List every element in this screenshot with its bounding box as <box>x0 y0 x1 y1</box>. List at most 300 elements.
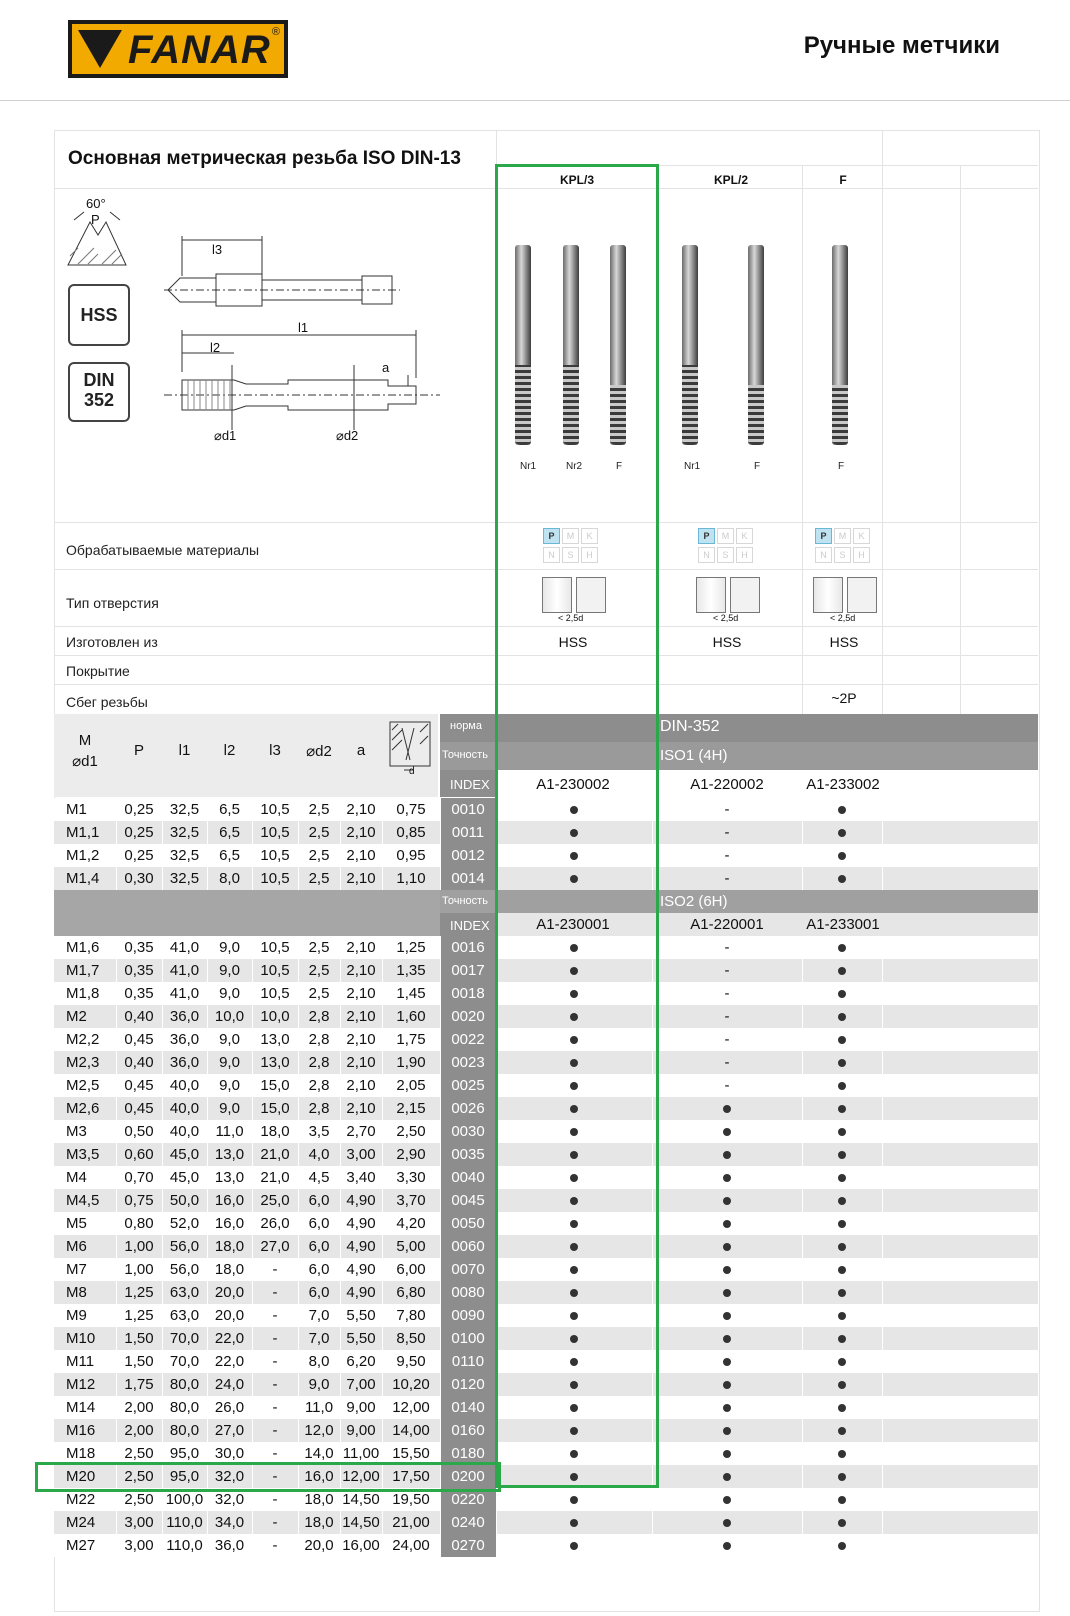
availability-dot-icon <box>802 867 882 890</box>
table-cell: 4,90 <box>340 1235 382 1258</box>
empty-cell <box>882 1488 1038 1511</box>
table-cell: 100,0 <box>162 1488 207 1511</box>
table-cell: 32,5 <box>162 844 207 867</box>
dot-icon <box>723 1174 731 1182</box>
table-cell: 2,5 <box>298 982 340 1005</box>
l2-label: l2 <box>210 340 221 355</box>
table-cell: 0180 <box>440 1442 496 1465</box>
empty-cell <box>882 1028 1038 1051</box>
norm-band: норма DIN-352 <box>440 714 1038 742</box>
table-cell: - <box>652 1028 802 1051</box>
table-cell: 10,0 <box>207 1005 252 1028</box>
availability-dot-icon <box>652 1511 802 1534</box>
table-cell: 7,80 <box>382 1304 440 1327</box>
dot-icon <box>838 1128 846 1136</box>
table-cell: 41,0 <box>162 936 207 959</box>
empty-cell <box>882 1189 1038 1212</box>
table-cell: - <box>252 1465 298 1488</box>
availability-dot-icon <box>802 1028 882 1051</box>
dot-icon <box>838 1289 846 1297</box>
table-cell: 2,10 <box>340 1005 382 1028</box>
table-cell: 18,0 <box>298 1488 340 1511</box>
table-cell: - <box>252 1327 298 1350</box>
table-cell: 10,5 <box>252 821 298 844</box>
availability-dot-icon <box>802 1212 882 1235</box>
dot-icon <box>723 1473 731 1481</box>
empty-cell <box>882 1327 1038 1350</box>
table-cell: M2,3 <box>54 1051 116 1074</box>
material-codes: P M KN S H <box>542 526 606 564</box>
highlight-m20-row <box>35 1462 501 1492</box>
empty-cell <box>882 1074 1038 1097</box>
dot-icon <box>838 1151 846 1159</box>
empty-cell <box>882 1373 1038 1396</box>
table-cell: 0090 <box>440 1304 496 1327</box>
table-cell: 0070 <box>440 1258 496 1281</box>
head-d: d <box>409 766 415 777</box>
table-cell: 0,30 <box>116 867 162 890</box>
table-cell: 10,0 <box>252 1005 298 1028</box>
table-cell: - <box>252 1350 298 1373</box>
empty-cell <box>882 1281 1038 1304</box>
table-cell: 18,0 <box>207 1235 252 1258</box>
hole-note: < 2,5d <box>830 613 856 623</box>
table-cell: 41,0 <box>162 982 207 1005</box>
dot-icon <box>838 829 846 837</box>
empty-cell <box>882 1396 1038 1419</box>
table-cell: 0110 <box>440 1350 496 1373</box>
table-cell: 1,50 <box>116 1327 162 1350</box>
table-cell: 3,00 <box>340 1143 382 1166</box>
table-cell: M4 <box>54 1166 116 1189</box>
table-cell: 32,0 <box>207 1465 252 1488</box>
table-cell: 9,0 <box>207 936 252 959</box>
table-cell: 0023 <box>440 1051 496 1074</box>
empty-cell <box>882 1534 1038 1557</box>
table-cell: 10,5 <box>252 867 298 890</box>
table-cell: 32,5 <box>162 821 207 844</box>
table-cell: 10,5 <box>252 798 298 821</box>
table-cell: 4,90 <box>340 1258 382 1281</box>
table-cell: - <box>252 1442 298 1465</box>
availability-dot-icon <box>652 1235 802 1258</box>
availability-dot-icon <box>802 1511 882 1534</box>
dot-icon <box>723 1220 731 1228</box>
table-cell: 6,5 <box>207 798 252 821</box>
table-cell: 110,0 <box>162 1534 207 1557</box>
runout-label: Сбег резьбы <box>66 694 148 710</box>
table-cell: 20,0 <box>207 1281 252 1304</box>
table-cell: 1,45 <box>382 982 440 1005</box>
dot-icon <box>838 1496 846 1504</box>
table-cell: 0080 <box>440 1281 496 1304</box>
table-cell: 4,90 <box>340 1189 382 1212</box>
index-iso2-kpl2: A1-220001 <box>690 916 764 933</box>
table-cell: M1 <box>54 798 116 821</box>
table-cell: - <box>652 798 802 821</box>
dot-icon <box>570 1519 578 1527</box>
table-cell: M20 <box>54 1465 116 1488</box>
table-cell: 8,0 <box>298 1350 340 1373</box>
table-cell: 4,0 <box>298 1143 340 1166</box>
table-cell: 45,0 <box>162 1143 207 1166</box>
availability-dot-icon <box>652 1281 802 1304</box>
table-cell: 1,00 <box>116 1258 162 1281</box>
table-cell: 4,90 <box>340 1281 382 1304</box>
table-cell: 2,8 <box>298 1028 340 1051</box>
availability-dot-icon <box>802 821 882 844</box>
table-cell: 0,45 <box>116 1097 162 1120</box>
dot-icon <box>723 1427 731 1435</box>
tap-caption: Nr1 <box>684 461 701 472</box>
table-cell: - <box>652 959 802 982</box>
dot-icon <box>723 1289 731 1297</box>
table-cell: 3,70 <box>382 1189 440 1212</box>
table-cell: 0,40 <box>116 1005 162 1028</box>
table-cell: M2,2 <box>54 1028 116 1051</box>
table-cell: 2,5 <box>298 959 340 982</box>
availability-dot-icon <box>802 1350 882 1373</box>
table-cell: 2,50 <box>116 1442 162 1465</box>
table-cell: M2,5 <box>54 1074 116 1097</box>
table-cell: 2,8 <box>298 1005 340 1028</box>
head-l2: l2 <box>223 742 236 759</box>
table-cell: 2,10 <box>340 936 382 959</box>
table-cell: 0050 <box>440 1212 496 1235</box>
table-cell: 0014 <box>440 867 496 890</box>
table-cell: 63,0 <box>162 1304 207 1327</box>
table-cell: M3 <box>54 1120 116 1143</box>
table-cell: 9,0 <box>207 1097 252 1120</box>
table-cell: 25,0 <box>252 1189 298 1212</box>
table-cell: 7,0 <box>298 1304 340 1327</box>
table-cell: 2,10 <box>340 959 382 982</box>
table-cell: 1,90 <box>382 1051 440 1074</box>
table-cell: 0040 <box>440 1166 496 1189</box>
table-cell: M4,5 <box>54 1189 116 1212</box>
table-cell: 0,40 <box>116 1051 162 1074</box>
table-cell: M9 <box>54 1304 116 1327</box>
table-cell: 11,0 <box>207 1120 252 1143</box>
table-cell: 2,5 <box>298 798 340 821</box>
dot-icon <box>723 1450 731 1458</box>
table-cell: 0010 <box>440 798 496 821</box>
head-d1: ⌀d1 <box>72 753 98 770</box>
empty-cell <box>882 1442 1038 1465</box>
table-cell: 0240 <box>440 1511 496 1534</box>
availability-dot-icon <box>802 936 882 959</box>
table-cell: 14,50 <box>340 1511 382 1534</box>
table-cell: M1,1 <box>54 821 116 844</box>
table-cell: M24 <box>54 1511 116 1534</box>
table-cell: 4,5 <box>298 1166 340 1189</box>
table-cell: 9,0 <box>207 959 252 982</box>
table-cell: 6,5 <box>207 844 252 867</box>
empty-cell <box>882 1511 1038 1534</box>
dot-icon <box>838 1335 846 1343</box>
dot-icon <box>838 1174 846 1182</box>
index-label: INDEX <box>440 770 496 797</box>
dot-icon <box>723 1266 731 1274</box>
availability-dot-icon <box>652 1166 802 1189</box>
tap-caption: Nr2 <box>566 461 583 472</box>
availability-dot-icon <box>652 1120 802 1143</box>
table-cell: M14 <box>54 1396 116 1419</box>
table-cell: 95,0 <box>162 1465 207 1488</box>
availability-dot-icon <box>802 1304 882 1327</box>
table-cell: M27 <box>54 1534 116 1557</box>
table-cell: M1,6 <box>54 936 116 959</box>
table-cell: 0140 <box>440 1396 496 1419</box>
availability-dot-icon <box>802 982 882 1005</box>
table-cell: 4,20 <box>382 1212 440 1235</box>
table-cell: 0,35 <box>116 982 162 1005</box>
table-cell: 15,50 <box>382 1442 440 1465</box>
table-cell: - <box>252 1281 298 1304</box>
table-cell: 0,35 <box>116 959 162 982</box>
table-cell: 16,00 <box>340 1534 382 1557</box>
head-l1: l1 <box>178 742 191 759</box>
hole-note: < 2,5d <box>558 613 584 623</box>
table-cell: 18,0 <box>298 1511 340 1534</box>
table-cell: - <box>652 1005 802 1028</box>
availability-dot-icon <box>652 1258 802 1281</box>
table-cell: 0025 <box>440 1074 496 1097</box>
dot-icon <box>838 1519 846 1527</box>
availability-dot-icon <box>802 1005 882 1028</box>
table-cell: 27,0 <box>252 1235 298 1258</box>
table-cell: 30,0 <box>207 1442 252 1465</box>
availability-dot-icon <box>802 1235 882 1258</box>
table-cell: 2,10 <box>340 1028 382 1051</box>
empty-cell <box>882 959 1038 982</box>
availability-dot-icon <box>802 1419 882 1442</box>
dot-icon <box>838 1427 846 1435</box>
table-cell: 2,8 <box>298 1074 340 1097</box>
table-cell: 6,0 <box>298 1281 340 1304</box>
dot-icon <box>838 1358 846 1366</box>
table-cell: 20,0 <box>298 1534 340 1557</box>
table-cell: 3,30 <box>382 1166 440 1189</box>
material-value: HSS <box>712 634 742 650</box>
availability-dot-icon <box>652 1097 802 1120</box>
table-cell: 1,75 <box>382 1028 440 1051</box>
table-cell: 0200 <box>440 1465 496 1488</box>
empty-cell <box>882 1166 1038 1189</box>
availability-dot-icon <box>652 1465 802 1488</box>
hole-type-label: Тип отверстия <box>66 595 159 611</box>
dot-icon <box>838 1197 846 1205</box>
availability-dot-icon <box>802 1465 882 1488</box>
dot-icon <box>838 1450 846 1458</box>
table-cell: 1,10 <box>382 867 440 890</box>
empty-cell <box>882 1304 1038 1327</box>
table-row <box>54 1534 1038 1557</box>
table-cell: - <box>652 821 802 844</box>
table-cell: 10,5 <box>252 959 298 982</box>
table-cell: 0100 <box>440 1327 496 1350</box>
empty-cell <box>882 1258 1038 1281</box>
dot-icon <box>723 1335 731 1343</box>
index-iso2-f: A1-233001 <box>806 916 880 933</box>
table-cell: 95,0 <box>162 1442 207 1465</box>
table-cell: 2,10 <box>340 844 382 867</box>
material-codes: P M KN S H <box>814 526 878 564</box>
tap-caption: F <box>754 461 761 472</box>
logo-v-icon <box>78 30 122 68</box>
angle-label: 60° <box>86 196 106 211</box>
availability-dot-icon <box>802 1442 882 1465</box>
table-cell: 0030 <box>440 1120 496 1143</box>
table-cell: - <box>652 936 802 959</box>
blind-hole-icon <box>730 577 760 613</box>
table-cell: 13,0 <box>207 1166 252 1189</box>
fanar-logo <box>68 20 288 78</box>
table-cell: 2,90 <box>382 1143 440 1166</box>
table-cell: 15,0 <box>252 1074 298 1097</box>
availability-dot-icon <box>652 1212 802 1235</box>
dot-icon <box>838 1059 846 1067</box>
table-cell: 0160 <box>440 1419 496 1442</box>
availability-dot-icon <box>652 1189 802 1212</box>
table-cell: 0,35 <box>116 936 162 959</box>
availability-dot-icon <box>652 1534 802 1557</box>
table-cell: 16,0 <box>298 1465 340 1488</box>
dot-icon <box>838 1266 846 1274</box>
l1-label: l1 <box>298 320 309 335</box>
empty-cell <box>882 1235 1038 1258</box>
tap-caption: F <box>838 461 845 472</box>
table-cell: 9,0 <box>207 1028 252 1051</box>
index-iso2-kpl3: A1-230001 <box>536 916 610 933</box>
availability-dot-icon <box>802 1143 882 1166</box>
table-cell: 2,50 <box>382 1120 440 1143</box>
logo-text: FANAR <box>128 28 271 72</box>
dot-icon <box>723 1197 731 1205</box>
table-cell: 52,0 <box>162 1212 207 1235</box>
table-cell: M7 <box>54 1258 116 1281</box>
table-cell: M22 <box>54 1488 116 1511</box>
table-cell: 5,50 <box>340 1304 382 1327</box>
table-cell: M18 <box>54 1442 116 1465</box>
tap-image <box>748 245 764 445</box>
table-cell: 8,50 <box>382 1327 440 1350</box>
column-head-kpl3: KPL/3 <box>559 173 594 187</box>
table-cell: 80,0 <box>162 1419 207 1442</box>
dot-icon <box>838 967 846 975</box>
table-cell: 12,0 <box>298 1419 340 1442</box>
table-cell: M11 <box>54 1350 116 1373</box>
table-cell: 2,05 <box>382 1074 440 1097</box>
availability-dot-icon <box>802 1488 882 1511</box>
table-cell: 6,0 <box>298 1235 340 1258</box>
divider <box>960 165 961 714</box>
table-cell: M1,7 <box>54 959 116 982</box>
table-cell: 4,90 <box>340 1212 382 1235</box>
table-cell: 70,0 <box>162 1327 207 1350</box>
material-value: HSS <box>829 634 859 650</box>
table-cell: 13,0 <box>207 1143 252 1166</box>
table-cell: 6,0 <box>298 1212 340 1235</box>
dot-icon <box>838 1036 846 1044</box>
index-iso1-kpl2: A1-220002 <box>690 776 764 793</box>
table-cell: 2,15 <box>382 1097 440 1120</box>
table-cell: - <box>252 1419 298 1442</box>
empty-cell <box>882 1419 1038 1442</box>
table-cell: 0045 <box>440 1189 496 1212</box>
dot-icon <box>723 1381 731 1389</box>
table-cell: 2,50 <box>116 1488 162 1511</box>
dot-icon <box>838 806 846 814</box>
dot-icon <box>838 1312 846 1320</box>
dot-icon <box>838 1082 846 1090</box>
table-cell: M16 <box>54 1419 116 1442</box>
table-cell: 63,0 <box>162 1281 207 1304</box>
table-cell: 26,0 <box>252 1212 298 1235</box>
dot-icon <box>838 1013 846 1021</box>
table-cell: M2,6 <box>54 1097 116 1120</box>
table-cell: 9,0 <box>207 1074 252 1097</box>
table-cell: 2,5 <box>298 867 340 890</box>
table-cell: M1,4 <box>54 867 116 890</box>
table-cell: 34,0 <box>207 1511 252 1534</box>
dot-icon <box>723 1358 731 1366</box>
table-cell: - <box>252 1258 298 1281</box>
availability-dot-icon <box>496 1511 652 1534</box>
table-cell: 0,45 <box>116 1028 162 1051</box>
table-cell: 1,00 <box>116 1235 162 1258</box>
through-hole-icon <box>696 577 726 613</box>
table-cell: 0120 <box>440 1373 496 1396</box>
table-cell: 7,0 <box>298 1327 340 1350</box>
hss-badge: HSS <box>68 284 130 346</box>
accuracy-band: Точность ISO1 (4H) <box>440 742 1038 770</box>
table-cell: - <box>652 867 802 890</box>
table-cell: 0011 <box>440 821 496 844</box>
table-cell: 1,50 <box>116 1350 162 1373</box>
table-cell: M3,5 <box>54 1143 116 1166</box>
table-cell: 22,0 <box>207 1327 252 1350</box>
table-cell: 14,00 <box>382 1419 440 1442</box>
made-of-label: Изготовлен из <box>66 634 158 650</box>
tap-image <box>682 245 698 445</box>
table-cell: 6,00 <box>382 1258 440 1281</box>
table-cell: 0022 <box>440 1028 496 1051</box>
empty-cell <box>882 936 1038 959</box>
availability-dot-icon <box>802 1166 882 1189</box>
table-cell: - <box>652 1074 802 1097</box>
table-cell: 2,10 <box>340 867 382 890</box>
table-cell: 80,0 <box>162 1396 207 1419</box>
section-title: Основная метрическая резьба ISO DIN-13 <box>68 148 461 169</box>
empty-cell <box>882 798 1038 821</box>
availability-dot-icon <box>652 1350 802 1373</box>
availability-dot-icon <box>652 1373 802 1396</box>
table-cell: 40,0 <box>162 1074 207 1097</box>
table-cell: 6,80 <box>382 1281 440 1304</box>
table-cell: 2,50 <box>116 1465 162 1488</box>
table-cell: 6,20 <box>340 1350 382 1373</box>
accuracy-band-iso2: Точность ISO2 (6H) <box>440 890 1038 913</box>
coating-label: Покрытие <box>66 663 130 679</box>
availability-dot-icon <box>652 1304 802 1327</box>
table-cell: 36,0 <box>207 1534 252 1557</box>
table-cell: 0,70 <box>116 1166 162 1189</box>
dot-icon <box>838 944 846 952</box>
table-cell: 0020 <box>440 1005 496 1028</box>
tap-caption: Nr1 <box>520 461 537 472</box>
head-p: P <box>133 742 144 759</box>
